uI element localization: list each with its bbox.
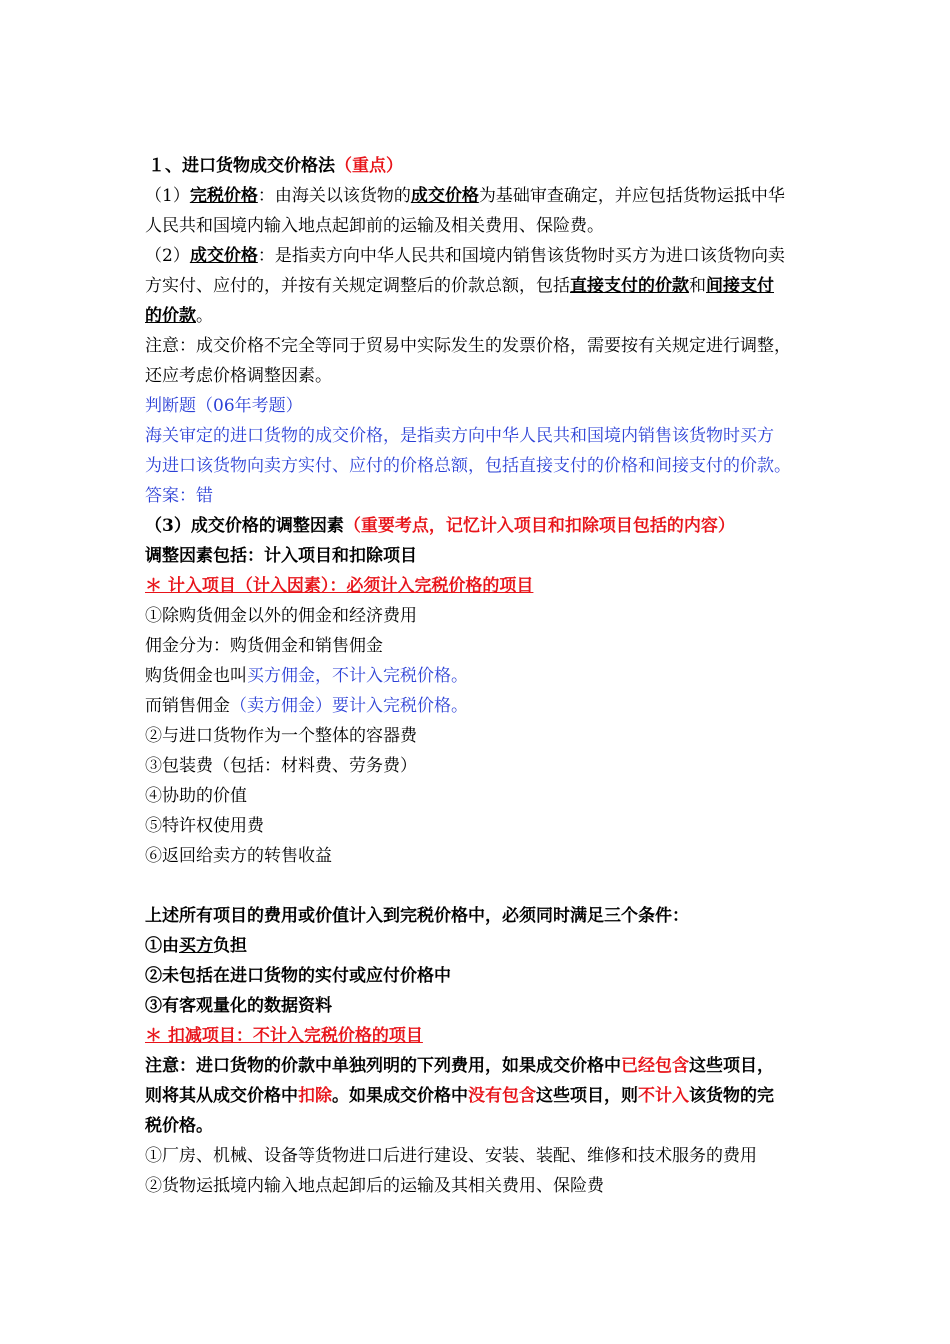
conditions-intro: 上述所有项目的费用或价值计入到完税价格中，必须同时满足三个条件： [145, 906, 689, 926]
list-item: ①厂房、机械、设备等货物进口后进行建设、安装、装配、维修和技术服务的费用 [145, 1146, 757, 1166]
paragraph-line: 购货佣金也叫买方佣金，不计入完税价格。 [145, 666, 468, 686]
exam-question-text: 为进口该货物向卖方实付、应付的价格总额，包括直接支付的价格和间接支付的价款。 [145, 456, 791, 476]
list-item: ②与进口货物作为一个整体的容器费 [145, 726, 417, 746]
note-line: 税价格。 [145, 1116, 213, 1136]
term-dutiable-price: 完税价格 [189, 186, 258, 206]
paragraph-line: 佣金分为：购货佣金和销售佣金 [145, 636, 383, 656]
term-direct-payment: 直接支付的价款 [570, 276, 689, 296]
condition-item: ①由买方负担 [145, 936, 247, 956]
term-indirect-payment: 间接支付 [706, 276, 774, 296]
list-item: ⑥返回给卖方的转售收益 [145, 846, 332, 866]
list-item: ⑤特许权使用费 [145, 816, 264, 836]
term-transaction-price: 成交价格 [410, 186, 479, 206]
section-heading: （3）成交价格的调整因素（重要考点，记忆计入项目和扣除项目包括的内容） [145, 516, 735, 536]
included-items-heading: ＊ 计入项目（计入因素）：必须计入完税价格的项目 [145, 576, 534, 596]
exam-question-label: 判断题（06年考题） [145, 396, 303, 416]
heading-text: １、进口货物成交价格法 [148, 156, 335, 176]
paragraph-line: 的价款。 [145, 306, 213, 326]
term-transaction-price: 成交价格 [189, 246, 258, 266]
paragraph-line: （2）成交价格：是指卖方向中华人民共和国境内销售该货物时买方为进口该货物向卖 [145, 246, 785, 266]
deducted-items-heading: ＊ 扣减项目：不计入完税价格的项目 [145, 1026, 423, 1046]
list-item: ①除购货佣金以外的佣金和经济费用 [145, 606, 417, 626]
paragraph-line: （1）完税价格：由海关以该货物的成交价格为基础审查确定，并应包括货物运抵中华 [145, 186, 785, 206]
condition-item: ③有客观量化的数据资料 [145, 996, 332, 1016]
paragraph-line: 而销售佣金（卖方佣金）要计入完税价格。 [145, 696, 468, 716]
exam-question-text: 海关审定的进口货物的成交价格，是指卖方向中华人民共和国境内销售该货物时买方 [145, 426, 774, 446]
note-line: 注意：成交价格不完全等同于贸易中实际发生的发票价格，需要按有关规定进行调整， [145, 336, 791, 356]
list-item: ④协助的价值 [145, 786, 247, 806]
section-emphasis: （重要考点，记忆计入项目和扣除项目包括的内容） [343, 516, 735, 536]
condition-item: ②未包括在进口货物的实付或应付价格中 [145, 966, 451, 986]
list-item: ②货物运抵境内输入地点起卸后的运输及其相关费用、保险费 [145, 1176, 604, 1196]
note-line: 注意：进口货物的价款中单独列明的下列费用，如果成交价格中已经包含这些项目， [145, 1056, 774, 1076]
paragraph-line: 人民共和国境内输入地点起卸前的运输及相关费用、保险费。 [145, 216, 604, 236]
heading-emphasis: （重点） [335, 156, 403, 176]
paragraph-line: 方实付、应付的，并按有关规定调整后的价款总额，包括直接支付的价款和间接支付 [145, 276, 774, 296]
exam-answer: 答案：错 [145, 486, 213, 506]
note-line: 还应考虑价格调整因素。 [145, 366, 332, 386]
list-item: ③包装费（包括：材料费、劳务费） [145, 756, 417, 776]
heading-1 [148, 155, 403, 177]
note-line: 则将其从成交价格中扣除。如果成交价格中没有包含这些项目，则不计入该货物的完 [145, 1086, 774, 1106]
paragraph-line: 调整因素包括：计入项目和扣除项目 [145, 546, 417, 566]
